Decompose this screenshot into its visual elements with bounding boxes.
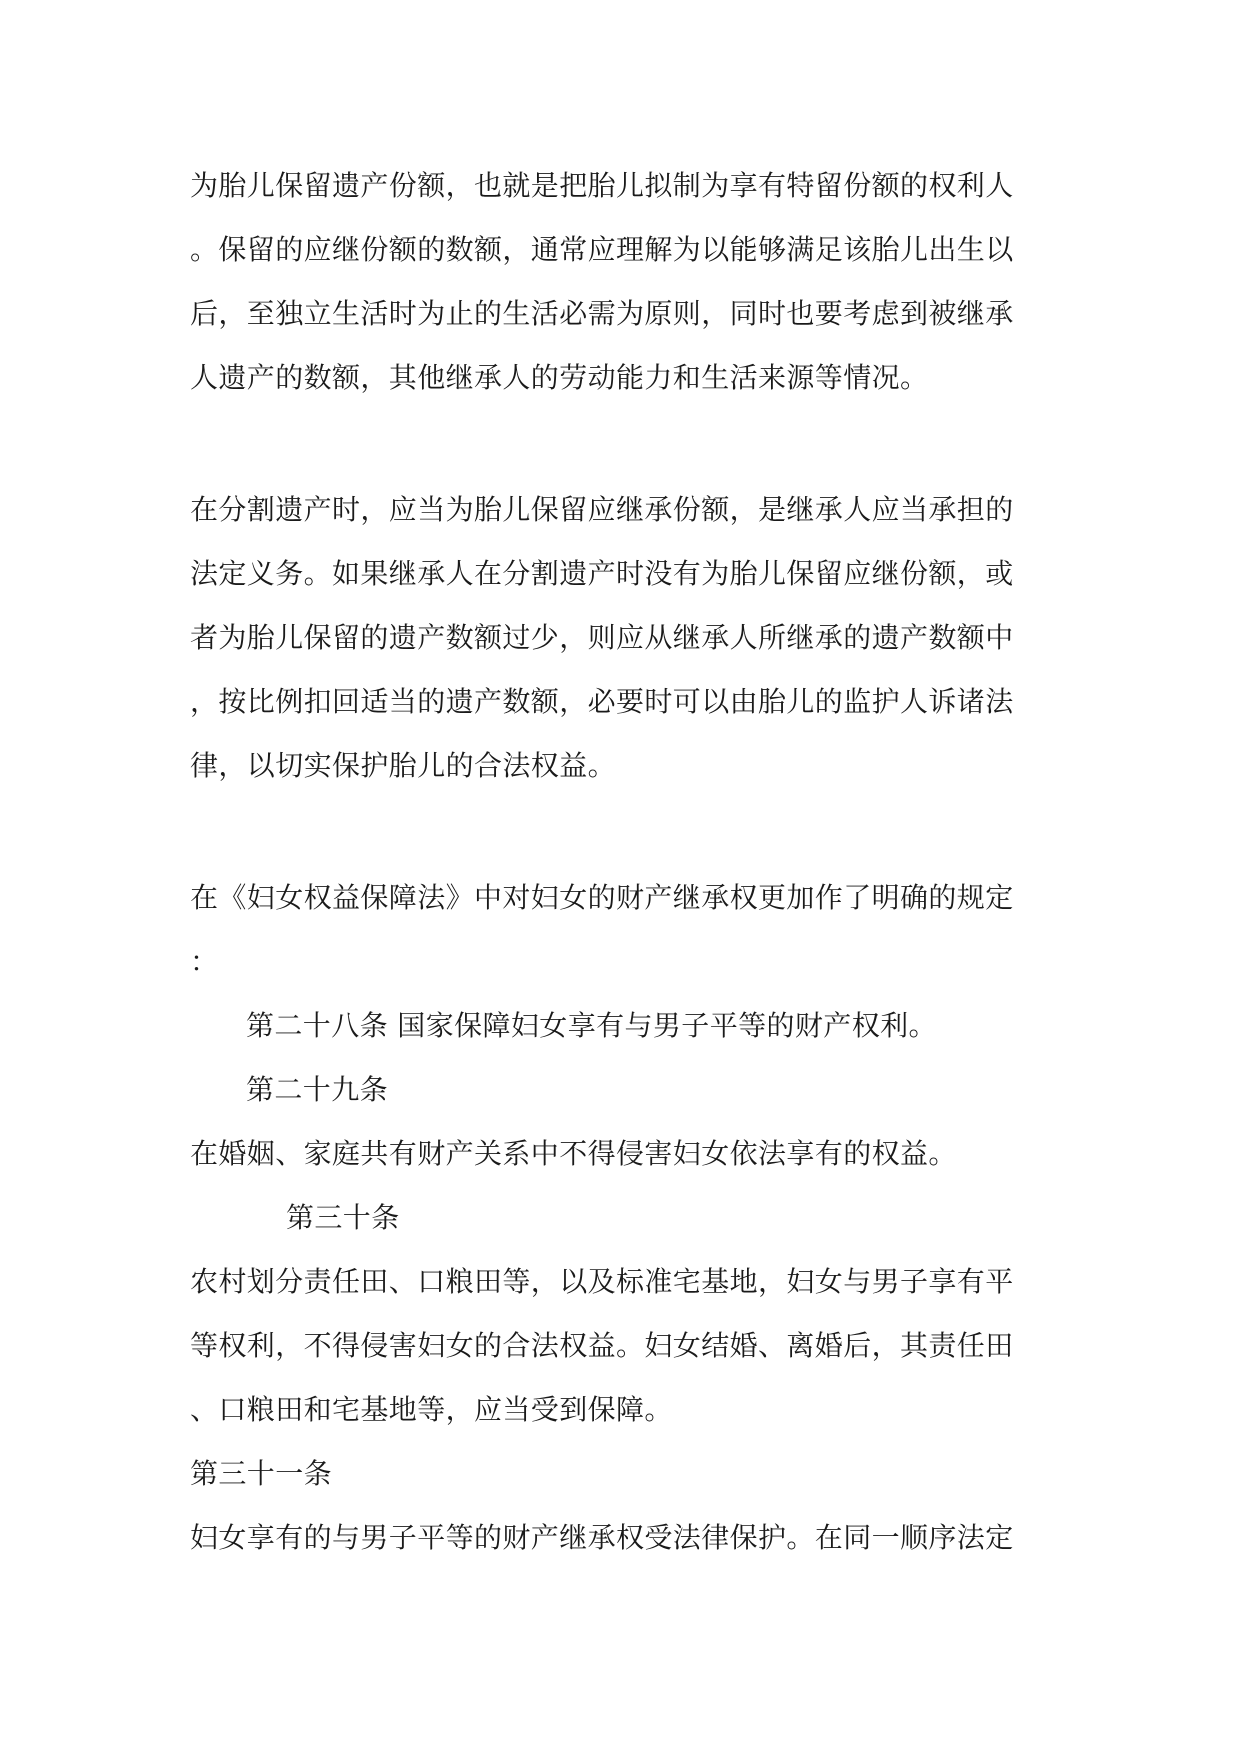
text-line: 律，以切实保护胎儿的合法权益。 [190,749,617,782]
text-line: 。保留的应继份额的数额，通常应理解为以能够满足该胎儿出生以 [190,233,1014,266]
text-line: 为胎儿保留遗产份额，也就是把胎儿拟制为享有特留份额的权利人 [190,169,1014,202]
text-line: 妇女享有的与男子平等的财产继承权受法律保护。在同一顺序法定 [190,1521,1014,1554]
article-29-text: 在婚姻、家庭共有财产关系中不得侵害妇女依法享有的权益。 [190,1137,957,1170]
text-line: 在分割遗产时，应当为胎儿保留应继承份额，是继承人应当承担的 [190,493,1014,526]
text-line: ： [190,945,219,978]
text-line: 后，至独立生活时为止的生活必需为原则，同时也要考虑到被继承 [190,297,1014,330]
text-line: 者为胎儿保留的遗产数额过少，则应从继承人所继承的遗产数额中 [190,621,1014,654]
text-line: 等权利，不得侵害妇女的合法权益。妇女结婚、离婚后，其责任田 [190,1329,1014,1362]
text-line: 农村划分责任田、口粮田等，以及标准宅基地，妇女与男子享有平 [190,1265,1014,1298]
text-line: 在《妇女权益保障法》中对妇女的财产继承权更加作了明确的规定 [190,881,1014,914]
text-line: 、口粮田和宅基地等，应当受到保障。 [190,1393,673,1426]
article-28: 第二十八条 国家保障妇女享有与男子平等的财产权利。 [246,1009,937,1042]
article-31-heading: 第三十一条 [190,1457,333,1490]
article-30-heading: 第三十条 [286,1201,400,1234]
text-line: 法定义务。如果继承人在分割遗产时没有为胎儿保留应继份额，或 [190,557,1014,590]
text-line: 人遗产的数额，其他继承人的劳动能力和生活来源等情况。 [190,361,929,394]
article-29-heading: 第二十九条 [246,1073,389,1106]
text-line: ，按比例扣回适当的遗产数额，必要时可以由胎儿的监护人诉诸法 [190,685,1014,718]
